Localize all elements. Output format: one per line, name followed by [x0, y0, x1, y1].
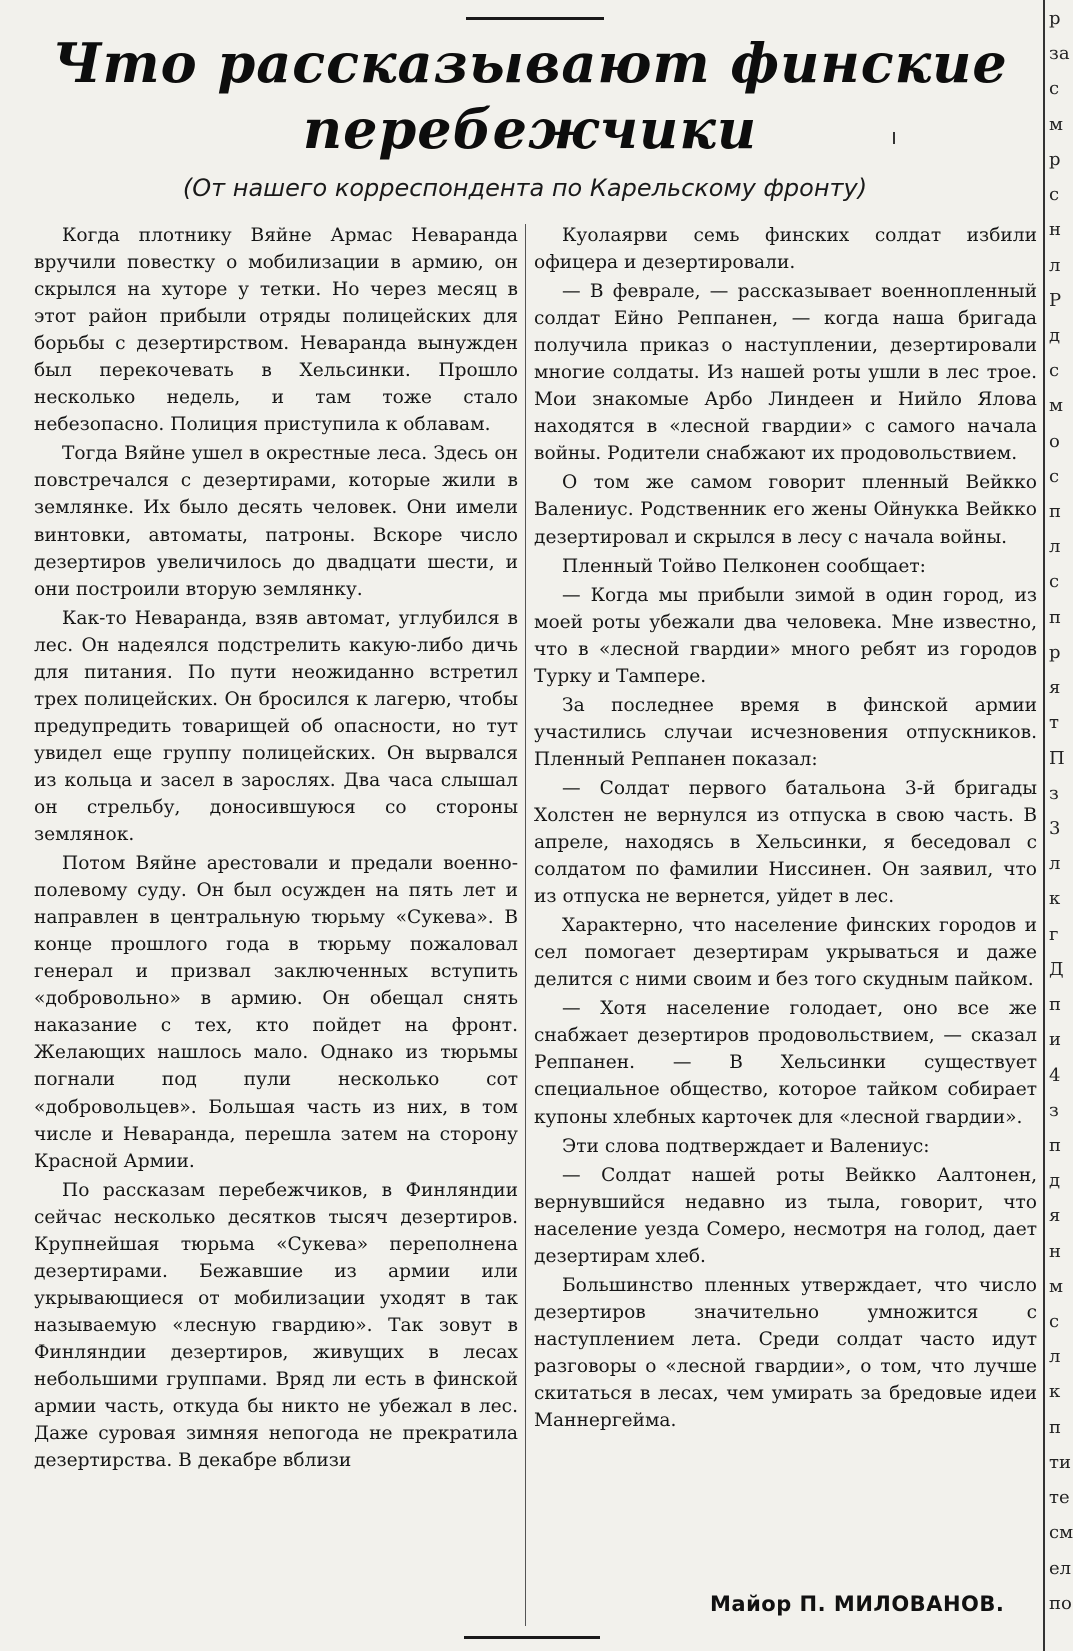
neighbor-letter: з	[1049, 1099, 1059, 1121]
neighbor-letter: 4	[1049, 1064, 1061, 1086]
article-paragraph: Потом Вяйне арестовали и предали военно-полевому суду. Он был осужден на пять лет и направлен в центральную тюрьму «Сукева». В конце прошлого года в тюрьму пожаловал генерал и призвал заключенных вступить «добровольно» в армию. Он обещал снять наказание с тех, кто пойдет на фронт. Желающих нашлось мало. Однако из тюрьмы погнали под пули несколько сот «добровольцев». Большая часть из них, в том числе и Неваранда, перешла затем на сторону Красной Армии.	[34, 853, 518, 1172]
article-paragraph: — В феврале, — рассказывает военнопленный солдат Ейно Реппанен, — когда наша бригада получила приказ о наступлении, дезертировали многие солдаты. Из нашей роты ушли в лес трое. Мои знакомые Арбо Линдеен и Нийло Ялова находятся в «лесной гвардии» с самого начала войны. Родители снабжают их продовольствием.	[534, 281, 1037, 465]
page-border-right	[1043, 0, 1045, 1651]
neighbor-letter: П	[1049, 747, 1065, 769]
neighbor-letter: ти	[1049, 1451, 1071, 1473]
neighbor-letter: т	[1049, 712, 1059, 734]
neighbor-letter: я	[1049, 677, 1061, 699]
neighbor-letter: к	[1049, 1381, 1061, 1403]
neighbor-letter: я	[1049, 1205, 1061, 1227]
neighbor-letter: с	[1049, 78, 1060, 100]
article-paragraph: За последнее время в финской армии участились случаи исчезновения отпускников. Пленный Реппанен показал:	[534, 694, 1037, 770]
neighbor-letter: з	[1049, 782, 1059, 804]
article-paragraph: — Когда мы прибыли зимой в один город, из моей роты убежали два человека. Мне известно, что в «лесной гвардии» много ребят из городов Турку и Тампере.	[534, 584, 1037, 687]
article-subtitle: (От нашего корреспондента по Карельскому фронту)	[182, 174, 868, 202]
article-column-middle	[534, 222, 1037, 1592]
neighbor-letter: п	[1049, 1416, 1061, 1438]
column-divider	[525, 224, 526, 1626]
neighbor-letter: и	[1049, 1029, 1061, 1051]
article-paragraph: О том же самом говорит пленный Вейкко Валениус. Родственник его жены Ойнукка Вейкко дезертировал и скрылся в лесу с начала войны.	[534, 472, 1037, 548]
neighbor-letter: н	[1049, 219, 1061, 241]
neighbor-letter: м	[1049, 113, 1064, 135]
bottom-rule	[464, 1636, 600, 1639]
neighbor-letter: п	[1049, 501, 1061, 523]
neighbor-letter: с	[1049, 465, 1060, 487]
article-paragraph: Пленный Тойво Пелконен сообщает:	[562, 555, 926, 577]
neighbor-letter: п	[1049, 1134, 1061, 1156]
article-paragraph: Характерно, что население финских городов и сел помогает дезертирам укрываться и даже делится с ними своим и без того скудным пайком.	[534, 915, 1037, 991]
neighbor-letter: н	[1049, 1240, 1061, 1262]
article-paragraph: Как-то Неваранда, взяв автомат, углубился в лес. Он надеялся подстрелить какую-либо дичь для питания. По пути неожиданно встретил трех полицейских. Он бросился к лагерю, чтобы предупредить товарищей об опасности, но тут увидел еще группу полицейских. Он вырвался из кольца и засел в зарослях. Два часа слышал он стрельбу, доносившуюся со стороны землянок.	[34, 607, 518, 846]
neighbor-letter: с	[1049, 571, 1060, 593]
article-title: Что рассказывают финские перебежчики	[52, 31, 1008, 161]
neighbor-letter: р	[1049, 641, 1061, 663]
neighbor-letter: л	[1049, 1346, 1061, 1368]
neighbor-letter: Д	[1049, 958, 1064, 980]
neighbor-letter: м	[1049, 395, 1064, 417]
neighbor-letter: р	[1049, 8, 1061, 29]
neighbor-letter: ел	[1049, 1557, 1072, 1579]
article-paragraph: — Солдат первого батальона 3-й бригады Холстен не вернулся из отпуска в свою часть. В апреле, находясь в Хельсинки, я беседовал с солдатом по фамилии Ниссинен. Он заявил, что из отпуска не вернется, уйдет в лес.	[534, 777, 1037, 908]
article-paragraph: — Хотя население голодает, оно все же снабжает дезертиров продовольствием, — сказал Реппанен. — В Хельсинки существует специальное общество, которое тайком собирает купоны хлебных карточек для «лесной гвардии».	[534, 998, 1037, 1128]
article-paragraph: Куолаярви семь финских солдат избили офицера и дезертировали.	[534, 225, 1037, 274]
article-paragraph: Тогда Вяйне ушел в окрестные леса. Здесь он повстречался с дезертирами, которые жили в землянке. Их было десять человек. Они имели винтовки, автоматы, патроны. Вскоре число дезертиров увеличилось до двадцати шести, и они построили вторую землянку.	[34, 443, 518, 600]
neighbor-letter: о	[1049, 430, 1060, 452]
neighbor-letter: д	[1049, 1170, 1061, 1192]
neighbor-letter: п	[1049, 994, 1061, 1016]
neighbor-letter: л	[1049, 853, 1061, 875]
article-paragraph: По рассказам перебежчиков, в Финляндии сейчас несколько десятков тысяч дезертиров. Крупнейшая тюрьма «Сукева» переполнена дезертирами. Бежавшие из армии или укрывающиеся от мобилизации уходят в так называемую «лесную гвардию». Так зовут в Финляндии дезертиров, живущих в лесах небольшими группами. Вряд ли есть в финской армии часть, откуда бы никто не убежал в лес. Даже суровая зимняя непогода не прекратила дезертирства. В декабре вблизи	[34, 1179, 518, 1472]
neighbor-letter: с	[1049, 184, 1060, 206]
neighbor-letter: к	[1049, 888, 1061, 910]
neighbor-letter: л	[1049, 254, 1061, 276]
neighbor-letter: по	[1049, 1592, 1072, 1614]
neighbor-letter: см	[1049, 1522, 1073, 1544]
article-paragraph: Эти слова подтверждает и Валениус:	[562, 1135, 930, 1157]
neighbor-letter: д	[1049, 324, 1061, 346]
print-speck	[893, 132, 895, 144]
neighbor-letter: те	[1049, 1487, 1070, 1509]
article-column-left	[34, 222, 518, 1622]
article-paragraph: — Солдат нашей роты Вейкко Аалтонен, вернувшийся недавно из тыла, говорит, что население уезда Сомеро, несмотря на голод, дает дезертирам хлеб.	[534, 1164, 1037, 1267]
neighbor-letter: с	[1049, 1311, 1060, 1333]
neighbor-letter: за	[1049, 43, 1070, 65]
article-paragraph: Большинство пленных утверждает, что число дезертиров значительно умножится с наступлением лета. Среди солдат часто идут разговоры о «лесной гвардии», о том, что лучше скитаться в лесах, чем умирать за бредовые идеи Маннергейма.	[534, 1274, 1037, 1432]
top-rule	[466, 17, 604, 20]
neighbor-letter: р	[1049, 148, 1061, 170]
adjacent-column-fragment	[1049, 0, 1073, 1651]
neighbor-letter: п	[1049, 606, 1061, 628]
neighbor-letter: л	[1049, 536, 1061, 558]
neighbor-letter: м	[1049, 1275, 1064, 1297]
neighbor-letter: г	[1049, 923, 1059, 945]
neighbor-letter: 3	[1049, 818, 1061, 839]
article-paragraph: Когда плотнику Вяйне Армас Неваранда вручили повестку о мобилизации в армию, он скрылся на хуторе у тетки. Но через месяц в этот район прибыли отряды полицейских для борьбы с дезертирством. Неваранда вынужден был перекочевать в Хельсинки. Прошло несколько недель, и там тоже стало небезопасно. Полиция приступила к облавам.	[34, 225, 518, 436]
neighbor-letter: с	[1049, 360, 1060, 382]
neighbor-letter: Р	[1049, 289, 1062, 311]
author-signature: Майор П. МИЛОВАНОВ.	[710, 1592, 1005, 1616]
